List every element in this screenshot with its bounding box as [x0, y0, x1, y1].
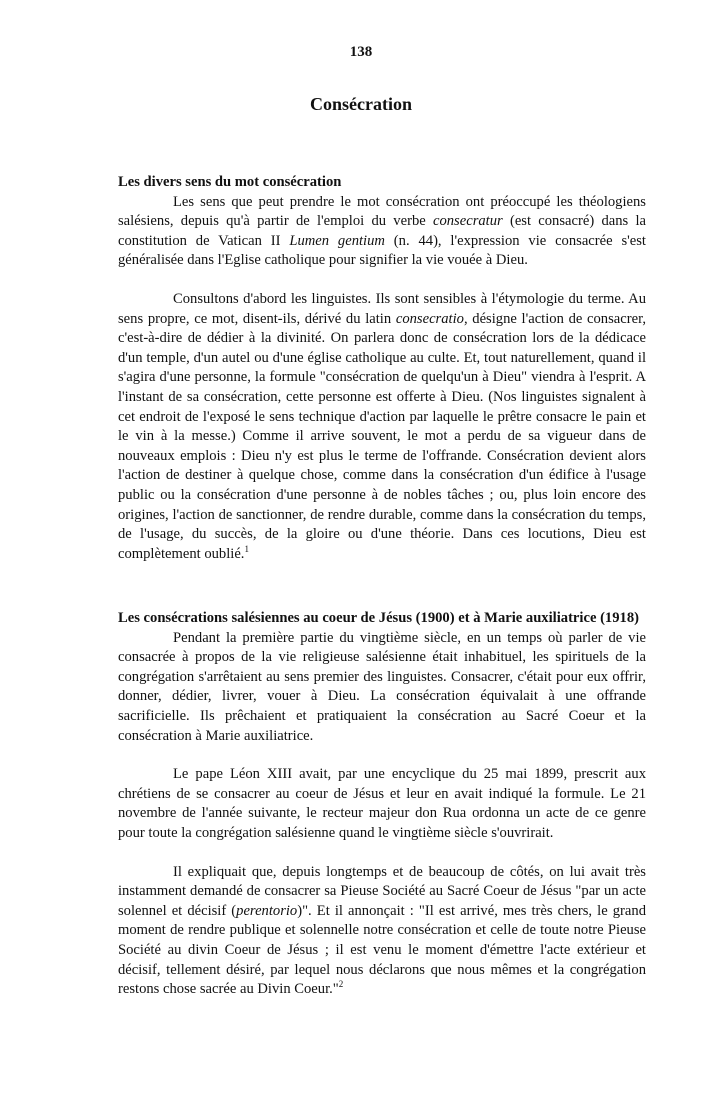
page-number: 138	[349, 44, 373, 60]
section-heading: Les consécrations salésiennes au coeur de Jésus (1900) et à Marie auxiliatrice (1918)	[118, 610, 639, 626]
paragraph: Il expliquait que, depuis longtemps et de beaucoup de côtés, on lui avait très instamment demandé de consacrer sa Pieuse Société au Sacré Coeur de Jésus "par un acte solennel et décisif (perentorio)". Et il annonçait : "Il est arrivé, mes très chers, le grand moment de rendre publique et solennelle notre consécration et celle de toute notre Pieuse Société au divin Coeur de Jésus ; il est venu le moment d'émettre l'acte extérieur et décisif, tellement désiré, par lequel nous déclarons que nous mêmes et la congrégation restons chose sacrée au Divin Coeur."$^2$	[118, 863, 646, 998]
paragraph: Le pape Léon XIII avait, par une encyclique du 25 mai 1899, prescrit aux chrétiens de se consacrer au coeur de Jésus et leur en avait indiqué la formule. Le 21 novembre de l'année suivante, le recteur majeur don Rua ordonna un acte de ce genre pour toute la congrégation salésienne quand le vingtième siècle s'ouvrirait.	[118, 766, 646, 841]
italic-term: perentorio	[236, 902, 298, 919]
section-2	[118, 609, 646, 1000]
footnote-marker: 2	[338, 979, 344, 990]
paragraph: Les sens que peut prendre le mot consécration ont préoccupé les théologiens salésiens, depuis qu'à partir de l'emploi du verbe consecratur (est consacré) dans la constitution de Vatican II Lumen gentium (n. 44), l'expression vie consacrée s'est généralisée dans l'Eglise catholique pour signifier la vie vouée à Dieu.	[118, 193, 646, 269]
footnote-marker: 1	[244, 543, 249, 554]
italic-term: consecratio	[395, 310, 464, 327]
paragraph: Pendant la première partie du vingtième siècle, en un temps où parler de vie consacrée à propos de la vie religieuse salésienne était inhabituel, les spirituels de la congrégation s'arrêtaient au sens premier des linguistes. Consacrer, c'était pour eux offrir, donner, dédier, livrer, vouer à Dieu. La consécration équivalait à une offrande sacrificielle. Ils prêchaient et pratiquaient la consécration au Sacré Coeur et la consécration à Marie auxiliatrice.	[118, 629, 646, 744]
section-1	[118, 173, 646, 564]
paragraph: Consultons d'abord les linguistes. Ils sont sensibles à l'étymologie du terme. Au sens propre, ce mot, disent-ils, dérivé du latin consecratio, désigne l'action de consacrer, c'est-à-dire de dédier à la divinité. On parlera donc de consécration lors de la dédicace d'un temple, d'un autel ou d'une église catholique au culte. Et, tout naturellement, quand il s'agira d'une personne, la formule "consécration de quelqu'un à Dieu" viendra à l'esprit. A l'instant de sa consécration, cette personne est offerte à Dieu. (Nos linguistes signalent à cet endroit de l'exposé le sens technique d'action par laquelle le prêtre consacre le pain et le vin à la messe.) Comme il arrive souvent, le mot a perdu de sa vigueur dans de nouveaux emplois : Dieu n'y est plus le terme de l'offrande. Consécration devient alors l'action de destiner à quelque chose, comme dans la consécration d'un édifice à l'usage public ou la consécration d'une personne à de nobles tâches ; ou, plus loin encore des origines, l'action de sanctionner, de rendre durable, comme dans la consécration du temps, de l'usage, du succès, de la gloire ou d'une théorie. Dans ces locutions, Dieu est complètement oublié.$^1$	[118, 290, 647, 562]
italic-term: consecratur	[432, 213, 503, 230]
section-heading: Les divers sens du mot consécration	[118, 174, 342, 190]
italic-term: Lumen gentium	[289, 232, 385, 249]
page-title: Consécration	[310, 94, 412, 114]
